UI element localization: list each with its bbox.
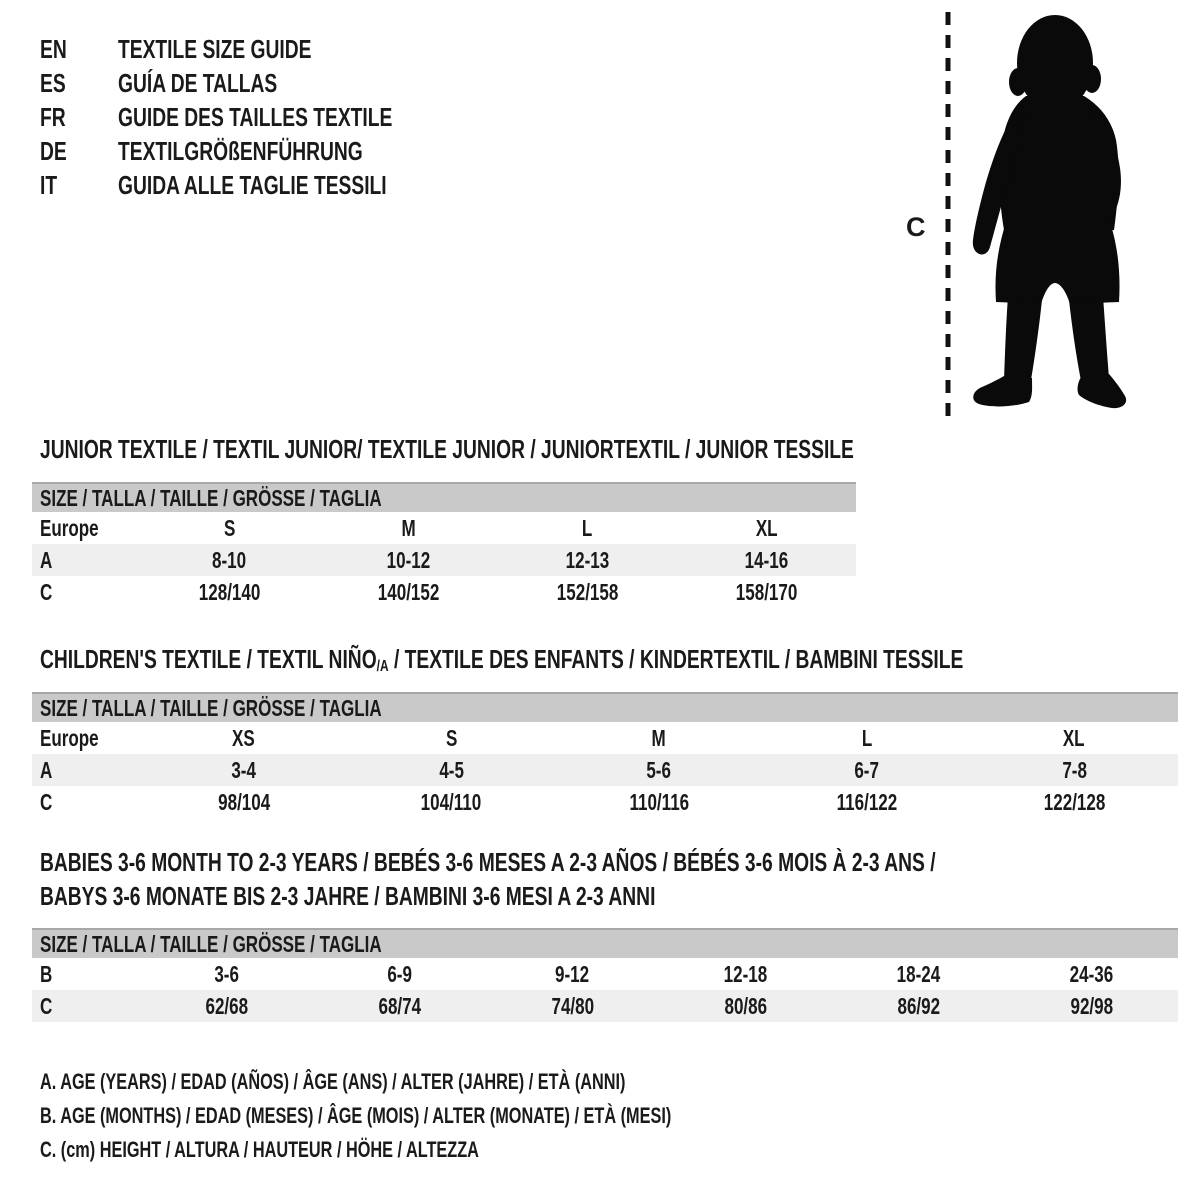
legend-line-b: B. AGE (MONTHS) / EDAD (MESES) / ÂGE (MOIS) / ALTER (MONATE) / ETÀ (MESI) [40,1103,672,1128]
junior-section-title: JUNIOR TEXTILE / TEXTIL JUNIOR/ TEXTILE JUNIOR / JUNIORTEXTIL / JUNIOR TESSILE [40,434,854,464]
size-header-row [32,482,856,512]
cell-value: 6-9 [387,960,412,987]
size-header-row [32,928,1178,958]
table-row [32,544,856,576]
lang-code: EN [40,34,67,64]
babies-section-title-line2: BABYS 3-6 MONATE BIS 2-3 JAHRE / BAMBINI 3-6 MESI A 2-3 ANNI [40,881,656,911]
cell-value: L [582,514,593,541]
row-label: C [40,788,53,815]
table-row [32,722,1178,754]
cell-value: 24-36 [1069,960,1114,987]
lang-code: ES [40,68,66,98]
cell-value: 74/80 [551,992,594,1019]
lang-label: GUÍA DE TALLAS [118,68,278,98]
row-label: A [40,546,53,573]
cell-value: 5-6 [646,756,672,783]
cell-value: 86/92 [897,992,940,1019]
cell-value: XL [755,514,778,541]
height-measure-line [944,12,952,421]
cell-value: 158/170 [735,578,798,605]
cell-value: 110/116 [629,788,689,815]
children-size-table [32,692,1178,818]
cell-value: M [401,514,416,541]
cell-value: 3-4 [231,756,257,783]
cell-value: XS [232,724,256,751]
cell-value: 4-5 [439,756,464,783]
cell-value: S [223,514,236,541]
junior-size-table [32,482,856,608]
lang-label: TEXTILGRÖßENFÜHRUNG [118,136,363,166]
row-label: A [40,756,53,783]
legend-line-c: C. (cm) HEIGHT / ALTURA / HAUTEUR / HÖHE / ALTEZZA [40,1137,479,1162]
cell-value: 80/86 [724,992,767,1019]
cell-value: 9-12 [555,960,590,987]
cell-value: 128/140 [198,578,261,605]
children-section-title: CHILDREN'S TEXTILE / TEXTIL NIÑO/A / TEXTILE DES ENFANTS / KINDERTEXTIL / BAMBINI TESSILE [40,644,964,676]
cell-value: 116/122 [836,788,897,815]
cell-value: 12-13 [565,546,610,573]
cell-value: 62/68 [205,992,248,1019]
table-row [32,958,1178,990]
lang-label: GUIDE DES TAILLES TEXTILE [118,102,393,132]
row-label: C [40,578,53,605]
babies-section-title-line1: BABIES 3-6 MONTH TO 2-3 YEARS / BEBÉS 3-6 MESES A 2-3 AÑOS / BÉBÉS 3-6 MOIS À 2-3 ANS / [40,847,936,877]
row-label: C [40,992,53,1019]
table-row [32,990,1178,1022]
cell-value: 92/98 [1070,992,1113,1019]
lang-code: IT [40,170,58,200]
lang-label: TEXTILE SIZE GUIDE [118,34,312,64]
cell-value: 6-7 [854,756,879,783]
cell-value: 122/128 [1043,788,1105,815]
cell-value: 10-12 [386,546,431,573]
row-label: Europe [40,514,99,541]
size-header-row [32,692,1178,722]
cell-value: XL [1063,724,1086,751]
row-label: Europe [40,724,99,751]
table-row [32,576,856,608]
cell-value: 104/110 [421,788,482,815]
cell-value: M [651,724,667,751]
babies-size-table [32,928,1178,1022]
cell-value: 68/74 [378,992,421,1019]
cell-value: 3-6 [214,960,239,987]
cell-value: 140/152 [377,578,440,605]
size-header-label: SIZE / TALLA / TAILLE / GRÖSSE / TAGLIA [40,694,382,721]
cell-value: 12-18 [723,960,768,987]
cell-value: 18-24 [896,960,941,987]
table-row [32,786,1178,818]
size-header-label: SIZE / TALLA / TAILLE / GRÖSSE / TAGLIA [40,484,382,511]
lang-code: FR [40,102,66,132]
cell-value: L [861,724,872,751]
legend-line-a: A. AGE (YEARS) / EDAD (AÑOS) / ÂGE (ANS) / ALTER (JAHRE) / ETÀ (ANNI) [40,1069,626,1094]
table-row [32,754,1178,786]
cell-value: S [445,724,458,751]
lang-code: DE [40,136,67,166]
cell-value: 152/158 [556,578,619,605]
cell-value: 14-16 [744,546,789,573]
toddler-silhouette-icon [962,10,1138,417]
cell-value: 8-10 [212,546,247,573]
height-measure-label: C [906,212,926,242]
lang-label: GUIDA ALLE TAGLIE TESSILI [118,170,387,200]
row-label: B [40,960,53,987]
cell-value: 7-8 [1061,756,1087,783]
size-header-label: SIZE / TALLA / TAILLE / GRÖSSE / TAGLIA [40,930,382,957]
table-row [32,512,856,544]
cell-value: 98/104 [217,788,270,815]
